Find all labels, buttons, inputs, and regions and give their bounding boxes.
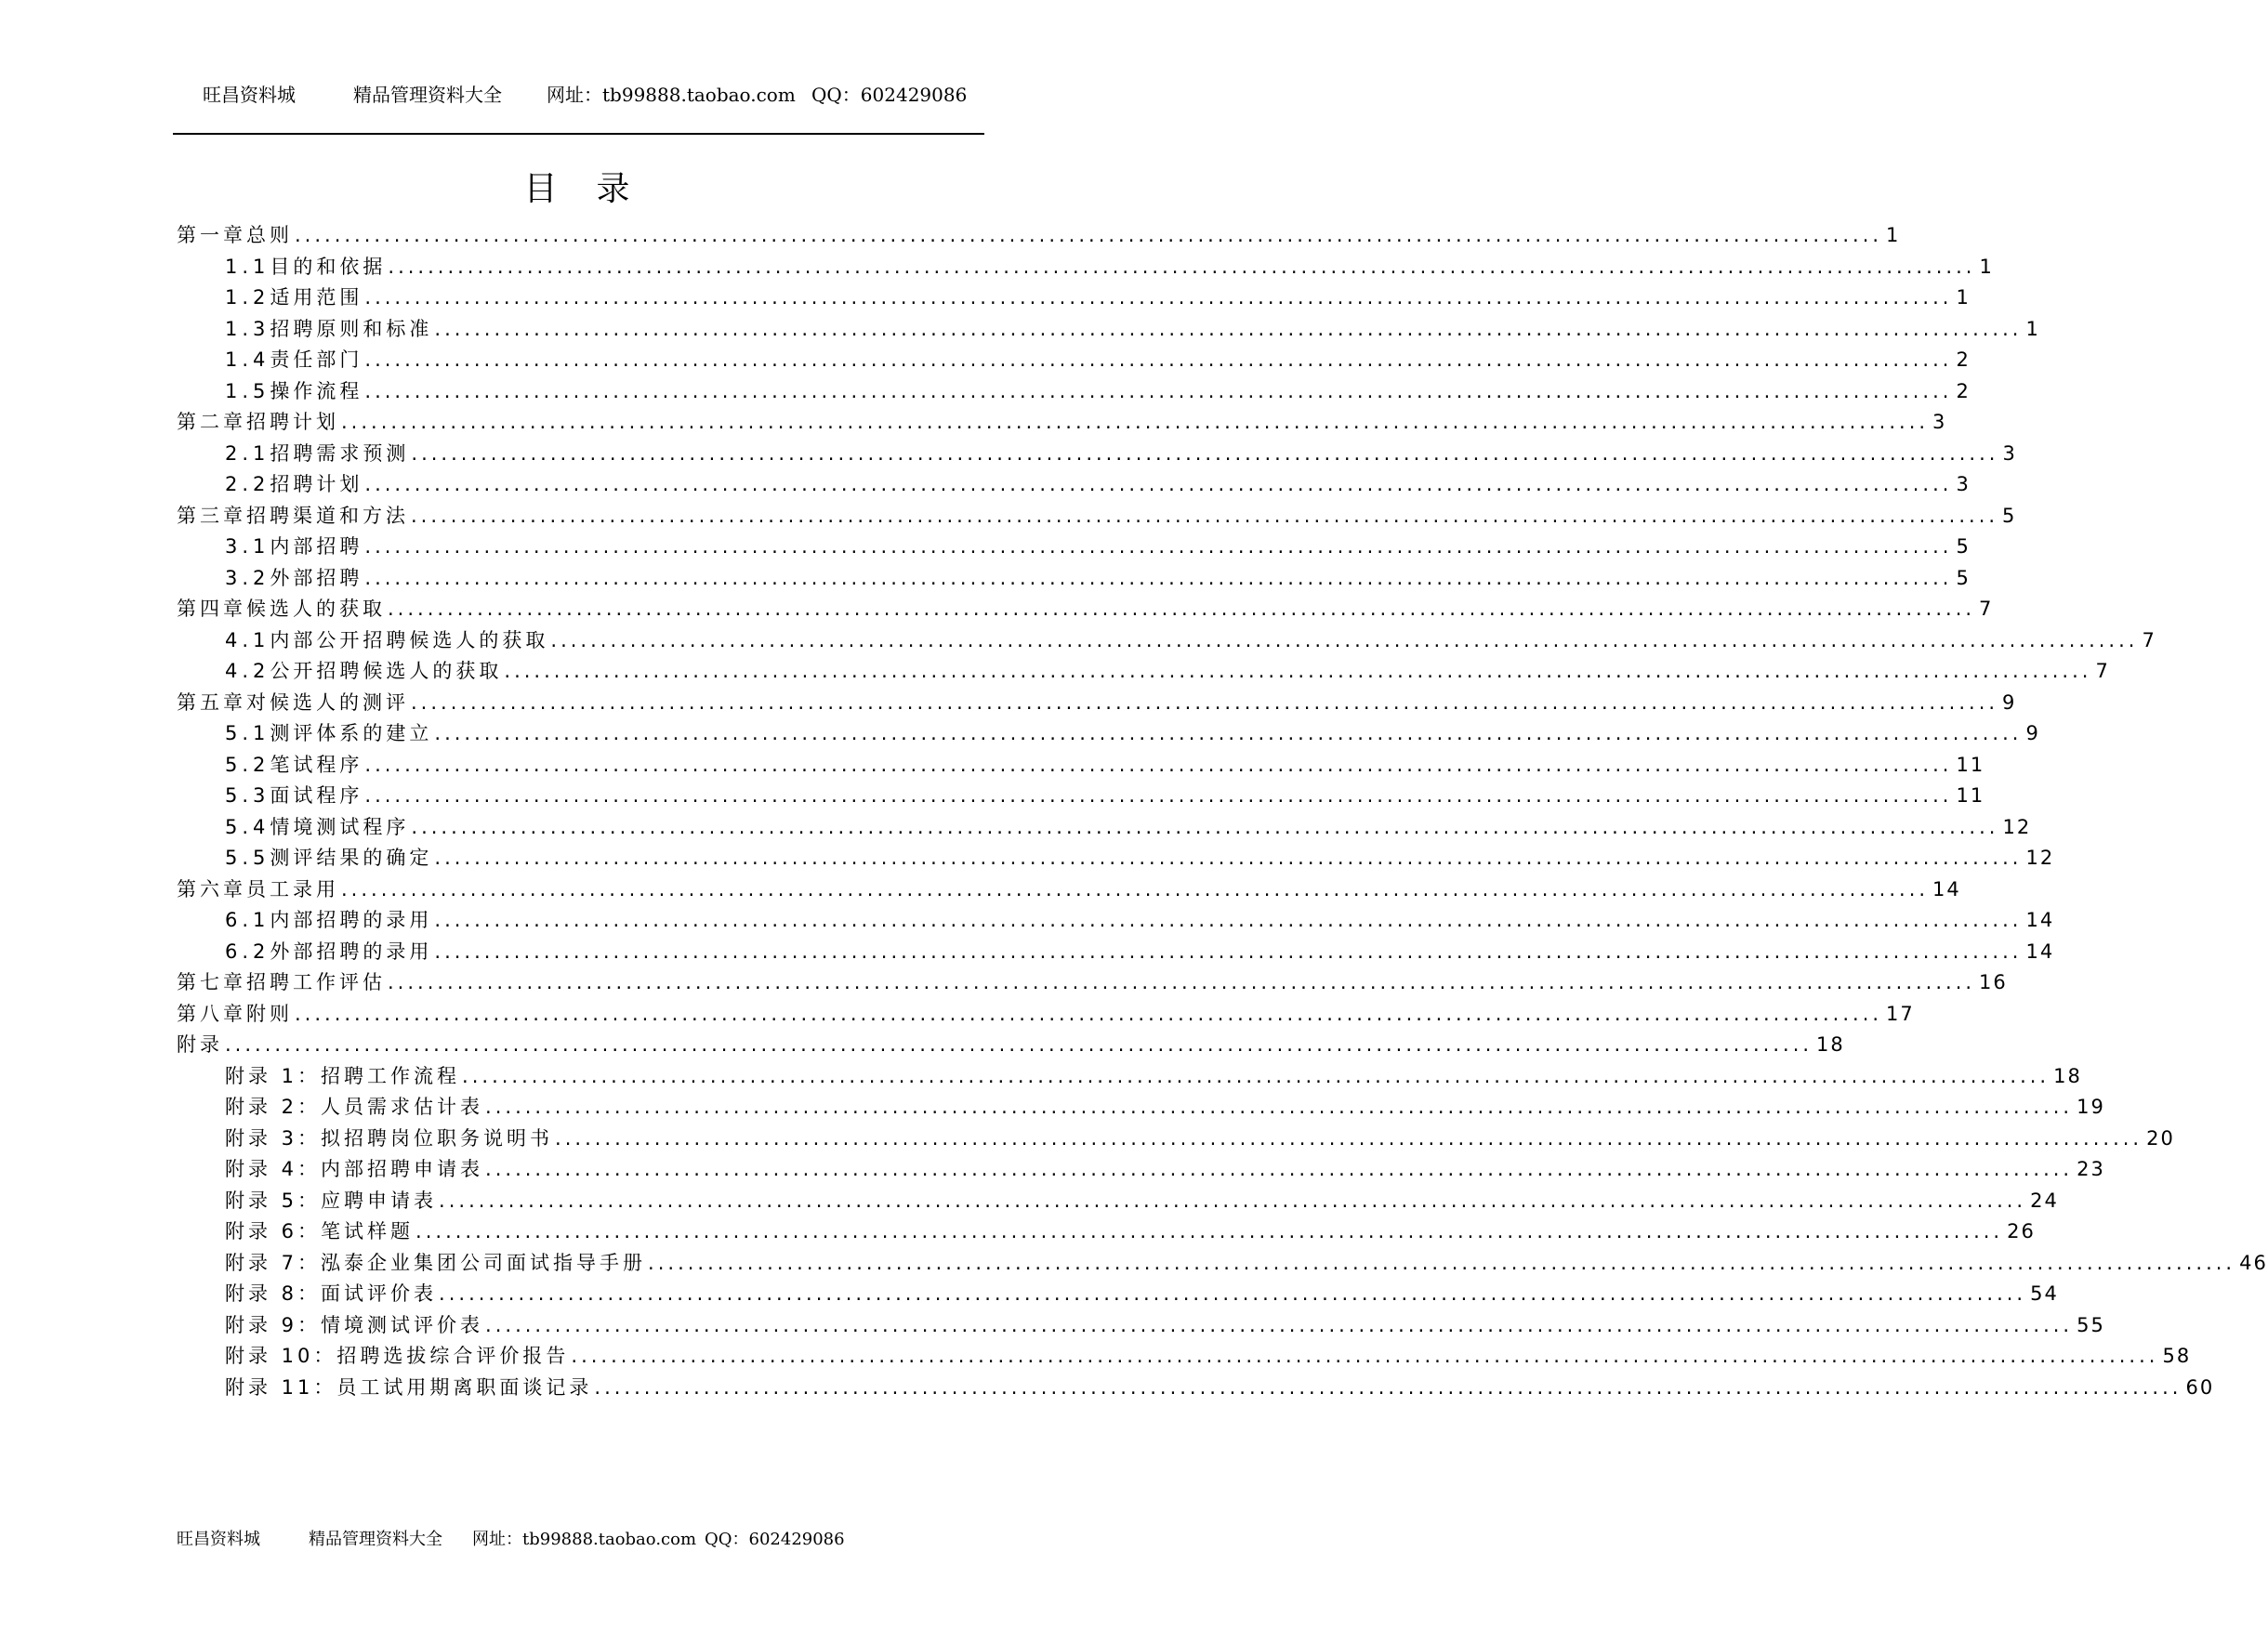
toc-entry — [177, 314, 2040, 346]
header-qq: QQ：602429086 — [811, 84, 968, 106]
toc-section-number: 1.3 — [225, 317, 270, 340]
toc-entry-label: 面试程序 — [270, 784, 363, 807]
toc-page-number: 3 — [2002, 441, 2017, 465]
toc-page-number: 9 — [2025, 722, 2040, 744]
toc-dot-leader: ................................................................................................................................................................ — [295, 224, 1883, 246]
toc-dot-leader: ................................................................................................................................................................ — [364, 753, 1953, 776]
toc-entry — [177, 750, 1985, 782]
toc-page-number: 5 — [1956, 535, 1971, 558]
toc-entry — [177, 1216, 2036, 1248]
toc-page-number: 26 — [2007, 1220, 2036, 1242]
toc-section-number: 1.2 — [225, 286, 270, 309]
toc-page-number: 23 — [2077, 1158, 2105, 1180]
page-header — [203, 80, 974, 117]
toc-page-number: 18 — [1816, 1033, 1845, 1056]
page-footer — [177, 1526, 883, 1554]
toc-dot-leader: ................................................................................................................................................................ — [364, 473, 1953, 495]
toc-dot-leader: ................................................................................................................................................................ — [364, 348, 1953, 371]
table-of-contents — [177, 220, 2268, 1403]
toc-entry-label: 情境测试程序 — [270, 815, 410, 838]
toc-entry — [177, 1061, 2082, 1093]
toc-dot-leader: ................................................................................................................................................................ — [364, 535, 1953, 558]
toc-entry-label: 公开招聘候选人的获取 — [270, 660, 503, 682]
toc-dot-leader: ................................................................................................................................................................ — [571, 1345, 2159, 1367]
toc-chapter-number: 第七章 — [177, 971, 246, 993]
toc-section-number: 2.2 — [225, 473, 270, 495]
toc-dot-leader: ................................................................................................................................................................ — [388, 598, 1976, 620]
toc-page-number: 1 — [1979, 255, 1994, 278]
toc-entry-label: 附录 11：员工试用期离职面谈记录 — [225, 1375, 593, 1399]
toc-entry-label: 外部招聘 — [270, 566, 363, 589]
toc-page-number: 9 — [2002, 690, 2017, 714]
toc-section-number: 1.5 — [225, 379, 270, 402]
toc-page-number: 1 — [1886, 224, 1901, 246]
toc-dot-leader: ................................................................................................................................................................ — [411, 441, 1999, 465]
toc-dot-leader: ................................................................................................................................................................ — [434, 940, 2023, 963]
toc-page-number: 12 — [2025, 847, 2055, 869]
toc-page-number: 3 — [1956, 473, 1971, 495]
toc-page-number: 16 — [1979, 971, 2008, 993]
toc-entry — [177, 1341, 2192, 1373]
toc-entry-label: 附录 8：面试评价表 — [225, 1282, 438, 1305]
toc-dot-leader: ................................................................................................................................................................ — [504, 660, 2092, 682]
toc-title: 目录 — [523, 170, 669, 208]
toc-dot-leader: ................................................................................................................................................................ — [485, 1158, 2074, 1180]
toc-page-number: 5 — [2002, 504, 2017, 527]
toc-entry — [177, 439, 2017, 470]
toc-entry-label: 责任部门 — [270, 348, 363, 371]
toc-section-number: 1.4 — [225, 348, 270, 371]
toc-entry — [177, 937, 2055, 968]
toc-entry — [177, 999, 1915, 1031]
toc-dot-leader: ................................................................................................................................................................ — [485, 1096, 2074, 1118]
toc-entry — [177, 1154, 2105, 1186]
header-website: 网址：tb99888.taobao.com — [547, 84, 796, 106]
toc-page-number: 7 — [1979, 598, 1994, 620]
toc-entry-label: 附录 — [177, 1033, 223, 1056]
toc-page-number: 1 — [2025, 317, 2040, 340]
toc-entry — [177, 532, 1971, 563]
toc-chapter-number: 第三章 — [177, 504, 246, 527]
toc-entry — [177, 905, 2055, 937]
toc-entry-label: 附录 1：招聘工作流程 — [225, 1064, 461, 1087]
toc-entry-label: 适用范围 — [270, 286, 363, 309]
toc-dot-leader: ................................................................................................................................................................ — [550, 628, 2139, 651]
toc-entry — [177, 1279, 2059, 1310]
toc-page-number: 14 — [1932, 877, 1961, 900]
toc-page-number: 17 — [1886, 1002, 1915, 1025]
toc-page-number: 2 — [1956, 379, 1971, 402]
toc-entry — [177, 1030, 1845, 1061]
toc-page-number: 46 — [2239, 1251, 2268, 1274]
toc-dot-leader: ................................................................................................................................................................ — [434, 722, 2023, 744]
toc-chapter-number: 第一章 — [177, 224, 246, 246]
toc-dot-leader: ................................................................................................................................................................ — [341, 877, 1930, 900]
toc-entry — [177, 1124, 2175, 1155]
toc-section-number: 5.1 — [225, 722, 270, 744]
toc-entry-label: 操作流程 — [270, 379, 363, 402]
toc-dot-leader: ................................................................................................................................................................ — [594, 1375, 2182, 1399]
toc-entry — [177, 407, 1947, 439]
toc-page-number: 54 — [2030, 1282, 2059, 1305]
toc-entry-label: 附录 9：情境测试评价表 — [225, 1313, 484, 1336]
toc-entry-label: 附录 2：人员需求估计表 — [225, 1096, 484, 1118]
toc-page-number: 2 — [1956, 348, 1971, 371]
footer-qq: QQ：602429086 — [705, 1530, 845, 1549]
toc-entry-label: 总则 — [246, 224, 293, 246]
toc-entry — [177, 563, 1971, 595]
toc-entry-label: 附录 6：笔试样题 — [225, 1220, 415, 1242]
toc-entry — [177, 718, 2040, 750]
toc-entry — [177, 843, 2055, 874]
header-shop-name: 旺昌资料城 — [203, 84, 296, 106]
toc-section-number: 3.2 — [225, 566, 270, 589]
toc-entry — [177, 283, 1971, 314]
header-collection-name: 精品管理资料大全 — [353, 84, 502, 106]
toc-section-number: 3.1 — [225, 535, 270, 558]
toc-entry-label: 招聘计划 — [270, 473, 363, 495]
toc-page-number: 18 — [2053, 1064, 2082, 1087]
toc-entry — [177, 220, 1901, 252]
toc-entry-label: 员工录用 — [246, 877, 339, 900]
toc-page-number: 11 — [1956, 784, 1985, 807]
toc-entry — [177, 345, 1971, 376]
toc-page-number: 24 — [2030, 1189, 2059, 1212]
toc-dot-leader: ................................................................................................................................................................ — [434, 909, 2023, 931]
toc-dot-leader: ................................................................................................................................................................ — [434, 317, 2023, 340]
toc-entry-label: 目的和依据 — [270, 255, 387, 278]
toc-page-number: 3 — [1932, 411, 1947, 433]
toc-entry-label: 招聘需求预测 — [270, 441, 410, 465]
toc-dot-leader: ................................................................................................................................................................ — [439, 1189, 2027, 1212]
toc-entry — [177, 1310, 2105, 1342]
toc-entry — [177, 594, 1994, 625]
toc-page-number: 11 — [1956, 753, 1985, 776]
header-divider — [173, 133, 984, 135]
toc-entry-label: 附录 10：招聘选拔综合评价报告 — [225, 1345, 570, 1367]
toc-page-number: 58 — [2162, 1345, 2192, 1367]
toc-chapter-number: 第六章 — [177, 877, 246, 900]
toc-section-number: 5.2 — [225, 753, 270, 776]
toc-entry-label: 笔试程序 — [270, 753, 363, 776]
toc-entry-label: 附录 5：应聘申请表 — [225, 1189, 438, 1212]
toc-page-number: 12 — [2002, 815, 2032, 838]
toc-page-number: 1 — [1956, 286, 1971, 309]
toc-entry — [177, 501, 2017, 532]
toc-dot-leader: ................................................................................................................................................................ — [434, 847, 2023, 869]
toc-page-number: 19 — [2077, 1096, 2105, 1118]
toc-dot-leader: ................................................................................................................................................................ — [411, 504, 1999, 527]
toc-entry-label: 候选人的获取 — [246, 598, 386, 620]
toc-dot-leader: ................................................................................................................................................................ — [295, 1002, 1883, 1025]
toc-dot-leader: ................................................................................................................................................................ — [485, 1313, 2074, 1336]
toc-entry — [177, 781, 1985, 812]
toc-entry — [177, 252, 1994, 283]
toc-dot-leader: ................................................................................................................................................................ — [388, 971, 1976, 993]
toc-dot-leader: ................................................................................................................................................................ — [439, 1282, 2027, 1305]
toc-entry — [177, 967, 2008, 999]
toc-section-number: 1.1 — [225, 255, 270, 278]
toc-page-number: 55 — [2077, 1313, 2105, 1336]
toc-dot-leader: ................................................................................................................................................................ — [555, 1126, 2143, 1150]
toc-entry-label: 附则 — [246, 1002, 293, 1025]
toc-dot-leader: ................................................................................................................................................................ — [341, 411, 1930, 433]
toc-page-number: 14 — [2025, 909, 2055, 931]
toc-section-number: 6.1 — [225, 909, 270, 931]
footer-website: 网址：tb99888.taobao.com — [472, 1530, 697, 1549]
toc-entry-label: 附录 7：泓泰企业集团公司面试指导手册 — [225, 1251, 647, 1274]
footer-collection-name: 精品管理资料大全 — [309, 1530, 442, 1549]
toc-dot-leader: ................................................................................................................................................................ — [648, 1251, 2236, 1274]
toc-entry — [177, 625, 2156, 657]
toc-chapter-number: 第八章 — [177, 1002, 246, 1025]
toc-chapter-number: 第四章 — [177, 598, 246, 620]
toc-dot-leader: ................................................................................................................................................................ — [462, 1064, 2050, 1087]
toc-section-number: 5.4 — [225, 815, 270, 838]
toc-entry-label: 招聘原则和标准 — [270, 317, 433, 340]
toc-page-number: 20 — [2146, 1126, 2175, 1150]
toc-entry-label: 外部招聘的录用 — [270, 940, 433, 963]
toc-entry-label: 测评体系的建立 — [270, 722, 433, 744]
toc-entry — [177, 1248, 2268, 1280]
toc-entry — [177, 1186, 2059, 1217]
toc-entry-label: 附录 3：拟招聘岗位职务说明书 — [225, 1126, 554, 1150]
toc-page-number: 5 — [1956, 566, 1971, 589]
footer-shop-name: 旺昌资料城 — [177, 1530, 260, 1549]
toc-entry-label: 招聘计划 — [246, 411, 339, 433]
toc-dot-leader: ................................................................................................................................................................ — [411, 815, 1999, 838]
toc-page-number: 60 — [2185, 1375, 2215, 1399]
toc-entry-label: 招聘渠道和方法 — [246, 504, 409, 527]
toc-entry — [177, 874, 1961, 906]
toc-entry-label: 对候选人的测评 — [246, 690, 409, 714]
toc-entry — [177, 1092, 2105, 1124]
toc-chapter-number: 第五章 — [177, 690, 246, 714]
toc-entry-label: 附录 4：内部招聘申请表 — [225, 1158, 484, 1180]
toc-entry-label: 内部公开招聘候选人的获取 — [270, 628, 549, 651]
toc-dot-leader: ................................................................................................................................................................ — [415, 1220, 2004, 1242]
toc-dot-leader: ................................................................................................................................................................ — [364, 379, 1953, 402]
toc-entry-label: 内部招聘 — [270, 535, 363, 558]
toc-entry-label: 招聘工作评估 — [246, 971, 386, 993]
toc-entry-label: 内部招聘的录用 — [270, 909, 433, 931]
toc-entry — [177, 1373, 2215, 1404]
toc-dot-leader: ................................................................................................................................................................ — [411, 690, 1999, 714]
toc-section-number: 5.3 — [225, 784, 270, 807]
toc-section-number: 4.1 — [225, 628, 270, 651]
toc-chapter-number: 第二章 — [177, 411, 246, 433]
toc-page-number: 7 — [2142, 628, 2156, 651]
toc-entry-label: 测评结果的确定 — [270, 847, 433, 869]
toc-dot-leader: ................................................................................................................................................................ — [364, 566, 1953, 589]
toc-entry — [177, 656, 2110, 688]
toc-entry — [177, 376, 1971, 408]
toc-section-number: 6.2 — [225, 940, 270, 963]
toc-page-number: 7 — [2095, 660, 2110, 682]
toc-page-number: 14 — [2025, 940, 2055, 963]
toc-entry — [177, 812, 2032, 844]
toc-dot-leader: ................................................................................................................................................................ — [364, 784, 1953, 807]
toc-entry — [177, 688, 2017, 719]
toc-section-number: 5.5 — [225, 847, 270, 869]
toc-entry — [177, 469, 1971, 501]
toc-section-number: 4.2 — [225, 660, 270, 682]
toc-dot-leader: ................................................................................................................................................................ — [225, 1033, 1813, 1056]
toc-dot-leader: ................................................................................................................................................................ — [388, 255, 1976, 278]
toc-dot-leader: ................................................................................................................................................................ — [364, 286, 1953, 309]
toc-section-number: 2.1 — [225, 441, 270, 465]
